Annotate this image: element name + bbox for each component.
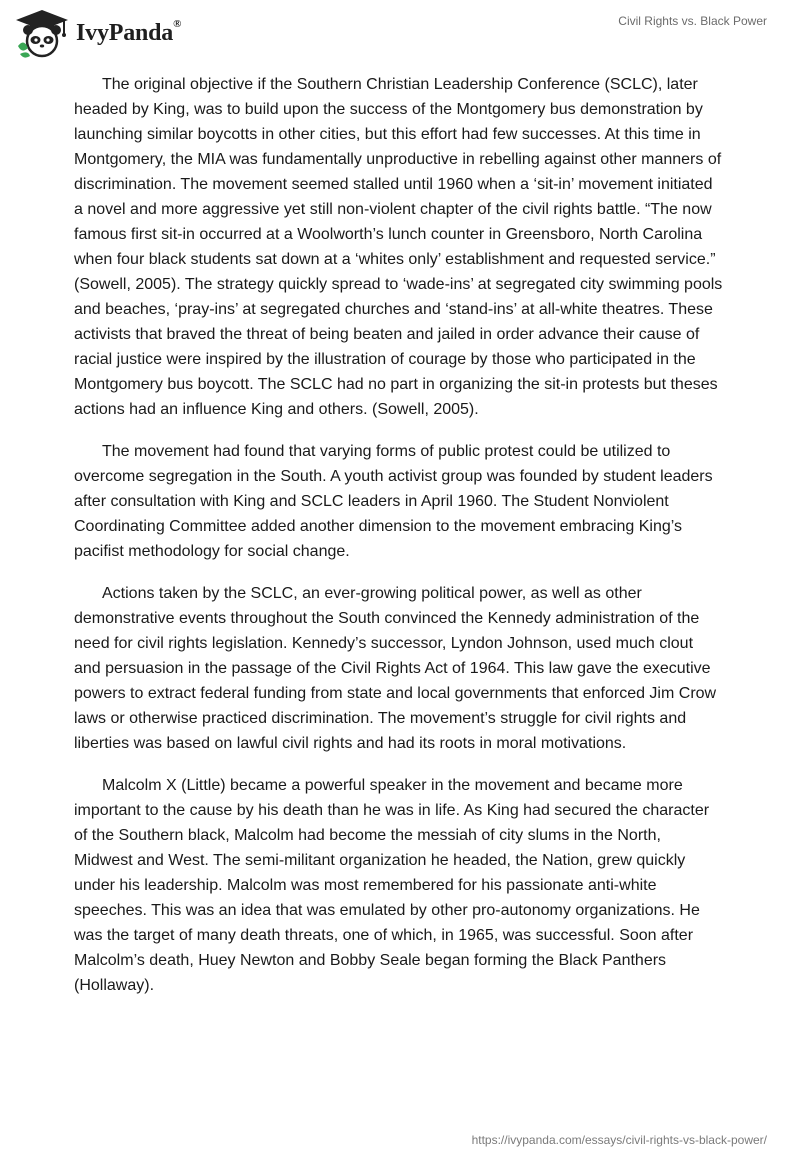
brand-name: IvyPanda® <box>76 17 182 46</box>
essay-body <box>74 72 724 1015</box>
source-url-link[interactable]: https://ivypanda.com/essays/civil-rights-vs-black-power/ <box>471 1133 767 1147</box>
brand-logo[interactable] <box>14 8 181 58</box>
page-header <box>0 0 800 70</box>
paragraph: Actions taken by the SCLC, an ever-growing political power, as well as other demonstrative events throughout the South convinced the Kennedy administration of the need for civil rights legislation. Kennedy’s successor, Lyndon Johnson, used much clout and persuasion in the passage of the Civil Rights Act of 1964. This law gave the executive powers to extract federal funding from state and local governments that enforced Jim Crow laws or otherwise practiced discrimination. The movement’s struggle for civil rights and liberties was based on lawful civil rights and had its roots in moral motivations. <box>74 585 717 752</box>
panda-graduate-icon <box>14 8 70 58</box>
paragraph: Malcolm X (Little) became a powerful speaker in the movement and became more important to the cause by his death than he was in life. As King had secured the character of the Southern black, Malcolm had become the messiah of city slums in the North, Midwest and West. The semi-militant organization he headed, the Nation, grew quickly under his leadership. Malcolm was most remembered for his passionate anti-white speeches. This was an idea that was emulated by other pro-autonomy organizations. He was the target of many death threats, one of which, in 1965, was successful. Soon after Malcolm’s death, Huey Newton and Bobby Seale began forming the Black Panthers (Hollaway). <box>74 777 710 994</box>
document-title: Civil Rights vs. Black Power <box>618 14 767 28</box>
trademark-symbol: ® <box>173 17 182 30</box>
paragraph: The original objective if the Southern Christian Leadership Conference (SCLC), later headed by King, was to build upon the success of the Montgomery bus demonstration by launching similar boycotts in other cities, but this effort had few successes. At this time in Montgomery, the MIA was fundamentally unproductive in rebelling against other manners of discrimination. The movement seemed stalled until 1960 when a ‘sit-in’ movement initiated a novel and more aggressive yet still non-violent chapter of the civil rights battle. “The now famous first sit-in occurred at a Woolworth’s lunch counter in Greensboro, North Carolina when four black students sat down at a ‘whites only’ establishment and requested service.” (Sowell, 2005). The strategy quickly spread to ‘wade-ins’ at segregated city swimming pools and beaches, ‘pray-ins’ at segregated churches and ‘stand-ins’ at all-white theatres. These activists that braved the threat of being beaten and jailed in order advance their cause of racial justice were inspired by the illustration of courage by those who participated in the Montgomery bus boycott. The SCLC had no part in organizing the sit-in protests but theses actions had an influence King and others. (Sowell, 2005). <box>74 76 723 418</box>
paragraph: The movement had found that varying forms of public protest could be utilized to overcome segregation in the South. A youth activist group was founded by student leaders after consultation with King and SCLC leaders in April 1960. The Student Nonviolent Coordinating Committee added another dimension to the movement embracing King’s pacifist methodology for social change. <box>74 443 713 560</box>
